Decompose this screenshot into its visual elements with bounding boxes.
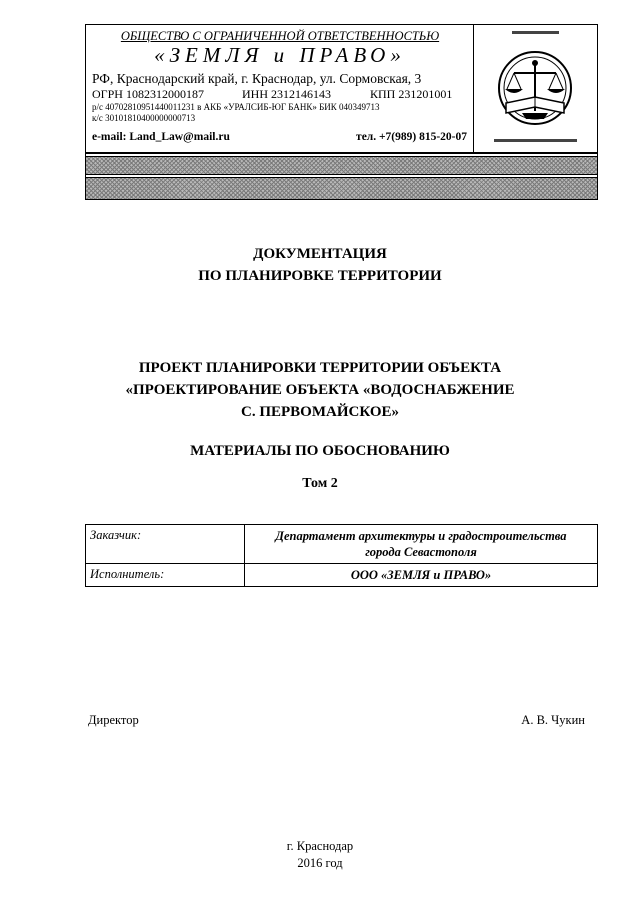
signatory-name: А. В. Чукин [521, 713, 585, 727]
company-type: ОБЩЕСТВО С ОГРАНИЧЕННОЙ ОТВЕТСТВЕННОСТЬЮ [120, 29, 440, 43]
contractor-label: Исполнитель: [86, 564, 245, 587]
volume-number: Том 2 [302, 476, 338, 491]
company-phone: тел. +7(989) 815-20-07 [356, 131, 467, 143]
bank-account: р/с 40702810951440011231 в АКБ «УРАЛСИБ-ЮГ БАНК» БИК 040349713 [92, 102, 380, 112]
band-divider [86, 174, 597, 178]
table-row [86, 564, 598, 587]
document-footer [0, 838, 640, 872]
company-email: e-mail: Land_Law@mail.ru [92, 131, 230, 143]
signatory-position: Директор [88, 713, 139, 727]
contractor-value: ООО «ЗЕМЛЯ и ПРАВО» [245, 564, 598, 587]
letterhead-hatched-band [86, 152, 597, 199]
band-divider [86, 153, 597, 157]
title-line: ПО ПЛАНИРОВКЕ ТЕРРИТОРИИ [198, 268, 442, 284]
project-line: ПРОЕКТ ПЛАНИРОВКИ ТЕРРИТОРИИ ОБЪЕКТА [138, 360, 502, 376]
kpp: КПП 231201001 [370, 87, 453, 101]
ogrn: ОГРН 1082312000187 [92, 87, 204, 101]
info-table [85, 524, 598, 587]
company-address: РФ, Краснодарский край, г. Краснодар, ул. Сормовская, 3 [92, 71, 422, 86]
title-line: ДОКУМЕНТАЦИЯ [253, 246, 387, 262]
project-line: С. ПЕРВОМАЙСКОЕ» [240, 404, 399, 420]
table-row [86, 525, 598, 564]
letterhead-details [86, 25, 474, 152]
customer-value-line: города Севастополя [365, 545, 477, 559]
inn: ИНН 2312146143 [242, 87, 331, 101]
company-logo [474, 25, 597, 152]
company-name: «ЗЕМЛЯ и ПРАВО» [154, 43, 406, 67]
customer-value-line: Департамент архитектуры и градостроительства [275, 529, 567, 543]
customer-label: Заказчик: [86, 525, 245, 564]
letterhead [85, 24, 598, 200]
footer-city: г. Краснодар [286, 839, 354, 853]
project-line: «ПРОЕКТИРОВАНИЕ ОБЪЕКТА «ВОДОСНАБЖЕНИЕ [125, 382, 515, 398]
section-heading: МАТЕРИАЛЫ ПО ОБОСНОВАНИЮ [190, 443, 450, 459]
customer-value [245, 525, 598, 564]
footer-year: 2016 год [297, 856, 343, 870]
project-name [0, 357, 640, 423]
document-title [0, 243, 640, 287]
scales-of-justice-logo-icon [474, 25, 597, 152]
correspondent-account: к/с 30101810400000000713 [92, 113, 196, 123]
